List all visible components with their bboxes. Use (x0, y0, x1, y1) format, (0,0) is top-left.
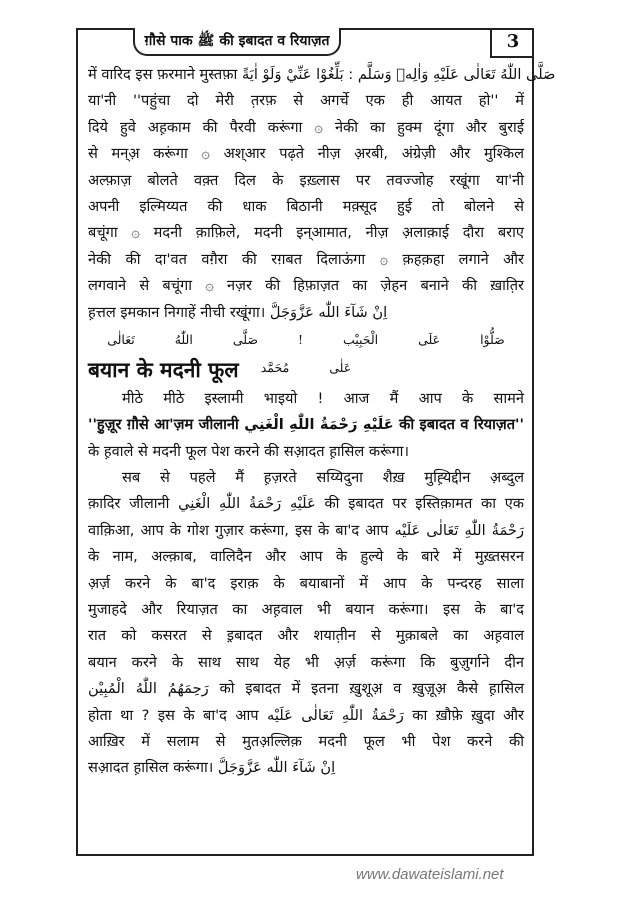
text-line: अल्फ़ाज़ बोलते वक़्त दिल के इख़्लास पर तवज्जोह रखूंगा या'नी (88, 171, 524, 189)
text-line: मुजाहदे और रियाज़त का अह़वाल भी बयान करूंगा। इस के बा'द (88, 601, 524, 619)
text-line: लगवाने से बचूंगा ۞ नज़र की हिफ़ाज़त का ज़ेहन बनाने की ख़ात़िर (88, 277, 524, 295)
section-body (88, 386, 524, 782)
running-header-title: ग़ौसे पाक ﷺ की इबादत व रियाज़त (133, 28, 341, 56)
text-line: के नाम, अल्क़ाब, वालिदैन और आप के ह़ुल्ये के बारे में मुख़्तसरन (88, 548, 524, 566)
page-number: 3 (490, 28, 534, 58)
text-line: अपनी इल्मिय्यत की धाक बिठानी मक़्सूद हुई तो बोलने से (88, 197, 524, 215)
intro-paragraph (88, 62, 556, 326)
website-url: www.dawateislami.net (356, 866, 504, 883)
text-line: वाक़िआ, आप के गोश गुज़ार करूंगा, इस के बा'द आप رَحْمَةُ اللّٰهِ تَعَالٰى عَلَيْه (88, 521, 524, 539)
text-line: बयान करने के साथ साथ येह भी अ़र्ज़ करूंगा कि बुज़ुर्गाने दीन (88, 653, 524, 671)
text-line: बचूंगा ۞ मदनी क़ाफ़िले, मदनी इन्आमात, नीज़ अ़लाक़ाई दौरा बराए (88, 224, 524, 242)
text-line: सब से पहले मैं ह़ज़रते सय्यिदुना शैख़ मुह़्यिद्दीन अ़ब्दुल (122, 469, 524, 487)
text-line: नेकी की दा'वत वग़ैरा की रग़बत दिलाऊंगा ۞ क़हक़हा लगाने और (88, 250, 524, 268)
section-heading: बयान के मदनी फूल (88, 357, 239, 382)
text-line: ह़त्तल इमकान निगाहें नीची रखूंगा। اِنْ شَآءَ اللّٰه عَزَّوَجَلَّ (88, 303, 388, 321)
text-line: रात को कसरत से इ़बादत और शयात़ीन से मुक़ाबले का अह़वाल (88, 627, 524, 645)
salawat-line: صَلُّوْا عَلَی الْحَبِيْب ! صَلَّى اللّٰهُ تَعَالٰى عَلٰى مُحَمَّد (107, 331, 505, 375)
text-line: رَحِمَهُمُ اللّٰهُ الْمُبِيْن को इबादत में इतना ख़ुशूअ़ व ख़ुज़ूअ़ कैसे ह़ासिल (88, 680, 524, 698)
text-line: से मन्अ़ करूंगा ۞ अश्आर पढ़ते नीज़ अ़रबी, अंग्रेज़ी और मुश्किल (88, 145, 524, 163)
text-line: में वारिद इस फ़रमाने मुस्तफ़ा صَلَّى اللّٰهُ تَعَالٰى عَلَيْهِ وَاٰلِهٖ وَسَلَّم : بَلِّغُوْا عَنِّيْ وَلَوْ اٰيَةً (88, 66, 556, 83)
text-line: ''हु़ज़ूर ग़ौसे आ'ज़म जीलानी عَلَيْهِ رَحْمَةُ اللّٰهِ الْغَنِي की इबादत व रियाज़त'' (88, 416, 524, 434)
text-line: दिये हुवे अह़काम की पैरवी करूंगा ۞ नेकी का हुक्म दूंगा और बुराई (88, 118, 524, 136)
text-line: अ़र्ज़ करने के बा'द इराक़ के बयाबानों में आप के पन्दरह साला (88, 574, 524, 592)
text-line: के ह़वाले से मदनी फूल पेश करने की सआ़दत ह़ासिल करूंगा। (88, 442, 409, 460)
page-content (88, 62, 556, 782)
text-line: आख़िर में सलाम से मुतअ़ल्लिक़ मदनी फूल भी पेश करने की (88, 732, 524, 750)
text-line: क़ादिर जीलानी عَلَيْهِ رَحْمَةُ اللّٰهِ الْغَنِي की इबादत पर इस्तिक़ामत का एक (88, 495, 525, 513)
text-line: होता था ? इस के बा'द आप رَحْمَةُ اللّٰهِ تَعَالٰى عَلَيْه का ख़ौफ़े ख़ुदा और (88, 706, 524, 724)
text-line: मीठे मीठे इस्लामी भाइयो ! आज मैं आप के सामने (122, 389, 524, 407)
text-line: या'नी ''पहुंचा दो मेरी त़रफ़ से अगर्चे एक ही आयत हो'' में (88, 92, 524, 110)
text-line: सआ़दत ह़ासिल करूंगा। اِنْ شَآءَ اللّٰه عَزَّوَجَلَّ (88, 759, 336, 777)
